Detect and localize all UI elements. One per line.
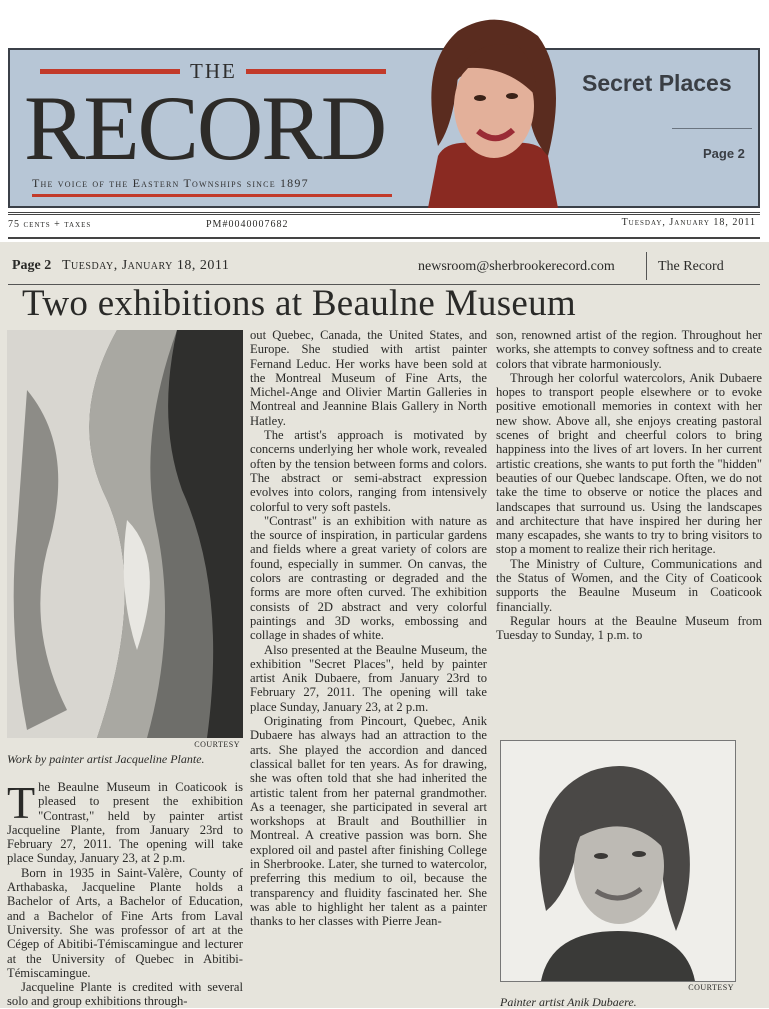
paragraph: out Quebec, Canada, the United States, and Europe. She studied with artist painter Fernand Leduc. Her works have been sold at the Montreal Museum of Fine Arts, the Michel-Ange and Olivier Martin Galleries in Montreal and Jeannine Blais Gallery in North Hatley. <box>250 328 487 428</box>
header-divider <box>646 252 647 280</box>
abstract-painting <box>7 330 243 738</box>
page-date: Tuesday, January 18, 2011 <box>62 258 230 273</box>
promo-title: Secret Places <box>582 70 732 96</box>
masthead-tagline: The voice of the Eastern Townships since 1897 <box>32 176 309 190</box>
photo2-caption: Painter artist Anik Dubaere. <box>500 995 637 1009</box>
masthead-title: RECORD <box>24 77 386 179</box>
paragraph: The Beaulne Museum in Coaticook is pleased to present the exhibition "Contrast," held by painter artist Jacqueline Plante, from January 23rd to February 27, 2011. The opening will take place Sunday, January 23, at 2 p.m. <box>7 777 243 866</box>
masthead-date: Tuesday, January 18, 2011 <box>621 217 756 228</box>
headline: Two exhibitions at Beaulne Museum <box>22 283 577 324</box>
paper-name: The Record <box>658 259 724 274</box>
column-3 <box>496 328 762 643</box>
info-bar <box>8 212 760 239</box>
photo2-credit: COURTESY <box>688 983 734 992</box>
paragraph: The artist's approach is motivated by concerns underlying her whole work, revealed often by the tension between forms and colors. The abstract or semi-abstract expression evolves into colors, ranging from intensively colorful to very soft pastels. <box>250 428 487 514</box>
masthead <box>8 48 760 208</box>
price: 75 cents + taxes <box>8 219 92 230</box>
drop-cap: T <box>7 777 36 828</box>
portrait-masthead <box>408 6 576 208</box>
paragraph: Born in 1935 in Saint-Valère, County of Arthabaska, Jacqueline Plante holds a Bachelor of Arts, a Bachelor of Education, and a Bachelor of Fine Arts from Laval University. She was professor of art at the Cégep of Abitibi-Témiscamingue and lecturer at the University of Quebec in Abitibi-Témiscamingue. <box>7 865 243 980</box>
paragraph: "Contrast" is an exhibition with nature as the source of inspiration, in particular gardens and fields where a great variety of colors are found, especially in summer. On canvas, the colors are contrasting or degraded and the forms are more often curved. The exhibition consists of 2D abstract and very colorful paintings and 3D works, embossing and collage in shades of white. <box>250 513 487 643</box>
page-number: Page 2 <box>12 258 52 273</box>
pm-number: PM#0040007682 <box>206 219 289 230</box>
portrait-anik-dubaere <box>500 740 736 982</box>
photo1-caption: Work by painter artist Jacqueline Plante. <box>7 752 205 766</box>
newsroom-email[interactable]: newsroom@sherbrookerecord.com <box>418 259 615 274</box>
photo1-credit: COURTESY <box>194 740 240 749</box>
paragraph: Also presented at the Beaulne Museum, the exhibition "Secret Places", held by painter artist Anik Dubaere, from January 23rd to February 27, 2011. The opening will take place Sunday, January 23, at 2 p.m. <box>250 642 487 714</box>
paragraph: Jacqueline Plante is credited with several solo and group exhibitions through- <box>7 980 243 1009</box>
top-blank <box>0 0 769 44</box>
newspaper-page <box>0 242 769 1008</box>
red-rule-right <box>246 69 386 74</box>
paragraph: Originating from Pincourt, Quebec, Anik Dubaere has always had an attraction to the arts. She played the accordion and danced classical ballet for ten years. As for drawing, she was often told that she had inherited the artistic talent from her paternal grandmother. As a teenager, she participated in several art workshops at Brault and Bouthillier in Montreal. A creative passion was born. She explored oil and pastel after finishing College in Sherbrooke. Later, she turned to watercolor, preferring this medium to oil, because the transparency and fluidity fascinated her. She was able to highlight her talent as a painter thanks to her classes with Pierre Jean- <box>250 714 487 929</box>
paragraph: The Ministry of Culture, Communications and the Status of Women, and the City of Coaticook supports the Beaulne Museum in Coaticook financially. <box>496 556 762 614</box>
paragraph: Through her colorful watercolors, Anik Dubaere hopes to transport people elsewhere or to evoke positive emotionall memories in context with her new show. Above all, she enjoys creating pastoral scenes of bright and cheerful colors to bring happiness into the lives of art lovers. In her current artistic creations, she wants to put forth the "hidden" beauties of our Quebec landscape. Often, we do not take the time to observe or notice the places and landscapes that surround us. Using the landscapes and architecture that have inspired her during her many escapades, she wants to try to bring visitors to stop a moment to realize their rich heritage. <box>496 370 762 557</box>
promo-rule <box>672 128 752 129</box>
masthead-the: THE <box>190 59 237 83</box>
red-rule-bottom <box>32 194 392 197</box>
column-1 <box>7 777 243 1009</box>
promo-page: Page 2 <box>703 146 745 161</box>
paragraph: son, renowned artist of the region. Throughout her works, she attempts to convey softness and to create colors that vibrate harmoniously. <box>496 328 762 371</box>
red-rule-left <box>40 69 180 74</box>
column-2 <box>250 328 487 928</box>
paragraph: Regular hours at the Beaulne Museum from Tuesday to Sunday, 1 p.m. to <box>496 613 762 643</box>
